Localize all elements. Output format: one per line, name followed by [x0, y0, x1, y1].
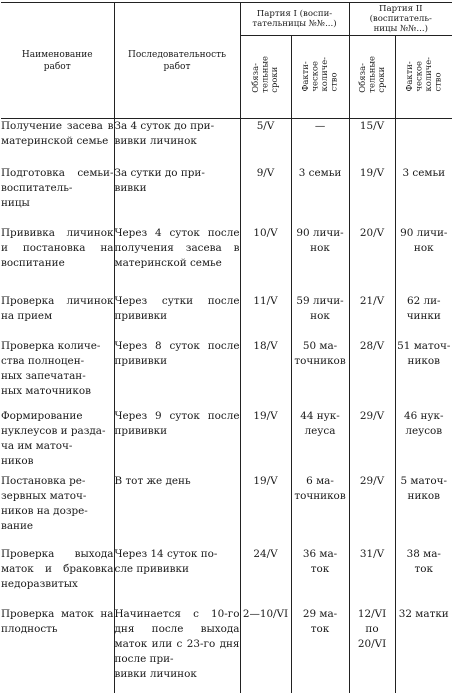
party-1-quantity: 3 семьи	[291, 166, 349, 226]
party-2-deadline: 15/V	[349, 119, 395, 166]
party-2-quantity: 46 нук- леусов	[395, 409, 452, 474]
table-header	[1, 3, 452, 119]
header-sequence: Последовательность работ	[114, 3, 240, 119]
work-name: Проверка количе- ства полноцен- ных запечатан- ных маточников	[1, 339, 101, 397]
party-1-quantity: 29 ма- ток	[291, 607, 349, 693]
header-party-1-quantity: Факти- ческое количе- ство	[291, 36, 349, 119]
party-1-deadline: 10/V	[240, 226, 291, 294]
party-2-quantity	[395, 119, 452, 166]
table-row	[1, 607, 452, 693]
work-name: Формирование нуклеусов и разда- ча им маточ- ников	[1, 409, 106, 467]
table-row	[1, 339, 452, 409]
party-2-deadline: 20/V	[349, 226, 395, 294]
work-name: Постановка ре- зервных маточ- ников на дозре- вание	[1, 474, 88, 532]
party-2-deadline: 29/V	[349, 409, 395, 474]
party-1-deadline: 18/V	[240, 339, 291, 409]
party-2-deadline: 29/V	[349, 474, 395, 547]
work-sequence: Через сутки после прививки	[114, 294, 240, 339]
party-1-deadline: 9/V	[240, 166, 291, 226]
table-row	[1, 166, 452, 226]
table-row	[1, 226, 452, 294]
party-1-quantity: 50 ма- точников	[291, 339, 349, 409]
party-2-quantity: 3 семьи	[395, 166, 452, 226]
party-2-quantity: 32 матки	[395, 607, 452, 693]
party-1-deadline: 24/V	[240, 547, 291, 607]
table-body	[1, 119, 452, 693]
work-sequence: Начинается с 10-го дня после выхода маток или с 23-го дня после при- вивки личинок	[114, 607, 240, 693]
party-2-deadline: 28/V	[349, 339, 395, 409]
party-2-quantity: 62 ли- чинки	[395, 294, 452, 339]
work-sequence: Через 8 суток после прививки	[114, 339, 240, 409]
party-1-quantity: 90 личи- нок	[291, 226, 349, 294]
party-2-deadline: 19/V	[349, 166, 395, 226]
table-row	[1, 294, 452, 339]
table-row	[1, 119, 452, 166]
header-party-1-deadline: Обяза- тельные сроки	[240, 36, 291, 119]
work-name: Прививка личинок и постановка на воспитание	[1, 226, 114, 269]
party-1-deadline: 11/V	[240, 294, 291, 339]
header-party-2-quantity: Факти- ческое количе- ство	[395, 36, 452, 119]
party-1-quantity: 6 ма- точников	[291, 474, 349, 547]
work-sequence: Через 4 суток после получения засева в материнской семье	[114, 226, 240, 294]
table-row	[1, 409, 452, 474]
work-sequence: В тот же день	[114, 474, 240, 547]
work-name: Подготовка семьи-воспитатель- ницы	[1, 166, 114, 209]
party-2-quantity: 38 ма- ток	[395, 547, 452, 607]
party-2-quantity: 5 маточ- ников	[395, 474, 452, 547]
work-name: Проверка личинок на прием	[1, 294, 114, 322]
work-sequence: За сутки до при- вивки	[114, 166, 240, 226]
header-party-2-deadline: Обяза- тельные сроки	[349, 36, 395, 119]
party-1-deadline: 5/V	[240, 119, 291, 166]
party-1-quantity: 44 нук- леуса	[291, 409, 349, 474]
table-row	[1, 547, 452, 607]
table-row	[1, 474, 452, 547]
work-name: Проверка маток на плодность	[1, 607, 114, 635]
party-2-deadline: 31/V	[349, 547, 395, 607]
header-party-2: Партия II (воспитатель- ницы №№...)	[349, 3, 452, 36]
party-1-deadline: 19/V	[240, 409, 291, 474]
party-1-deadline: 19/V	[240, 474, 291, 547]
work-name: Получение засева в материнской семье	[1, 120, 114, 147]
header-work-name: Наименование работ	[1, 3, 114, 119]
party-2-deadline: 21/V	[349, 294, 395, 339]
schedule-table	[1, 2, 452, 693]
party-1-deadline: 2—10/VI	[240, 607, 291, 693]
party-1-quantity: —	[291, 119, 349, 166]
party-2-quantity: 90 личи- нок	[395, 226, 452, 294]
work-sequence: Через 9 суток после прививки	[114, 409, 240, 474]
party-2-quantity: 51 маточ- ников	[395, 339, 452, 409]
party-1-quantity: 59 личи- нок	[291, 294, 349, 339]
work-name: Проверка выхода маток и браковка недоразвитых	[1, 547, 114, 590]
party-2-deadline: 12/VI по 20/VI	[349, 607, 395, 693]
work-sequence: Через 14 суток по- сле прививки	[114, 547, 240, 607]
header-party-1: Партия I (воспи- тательницы №№...)	[240, 3, 349, 36]
work-sequence: За 4 суток до при- вивки личинок	[114, 119, 240, 166]
party-1-quantity: 36 ма- ток	[291, 547, 349, 607]
